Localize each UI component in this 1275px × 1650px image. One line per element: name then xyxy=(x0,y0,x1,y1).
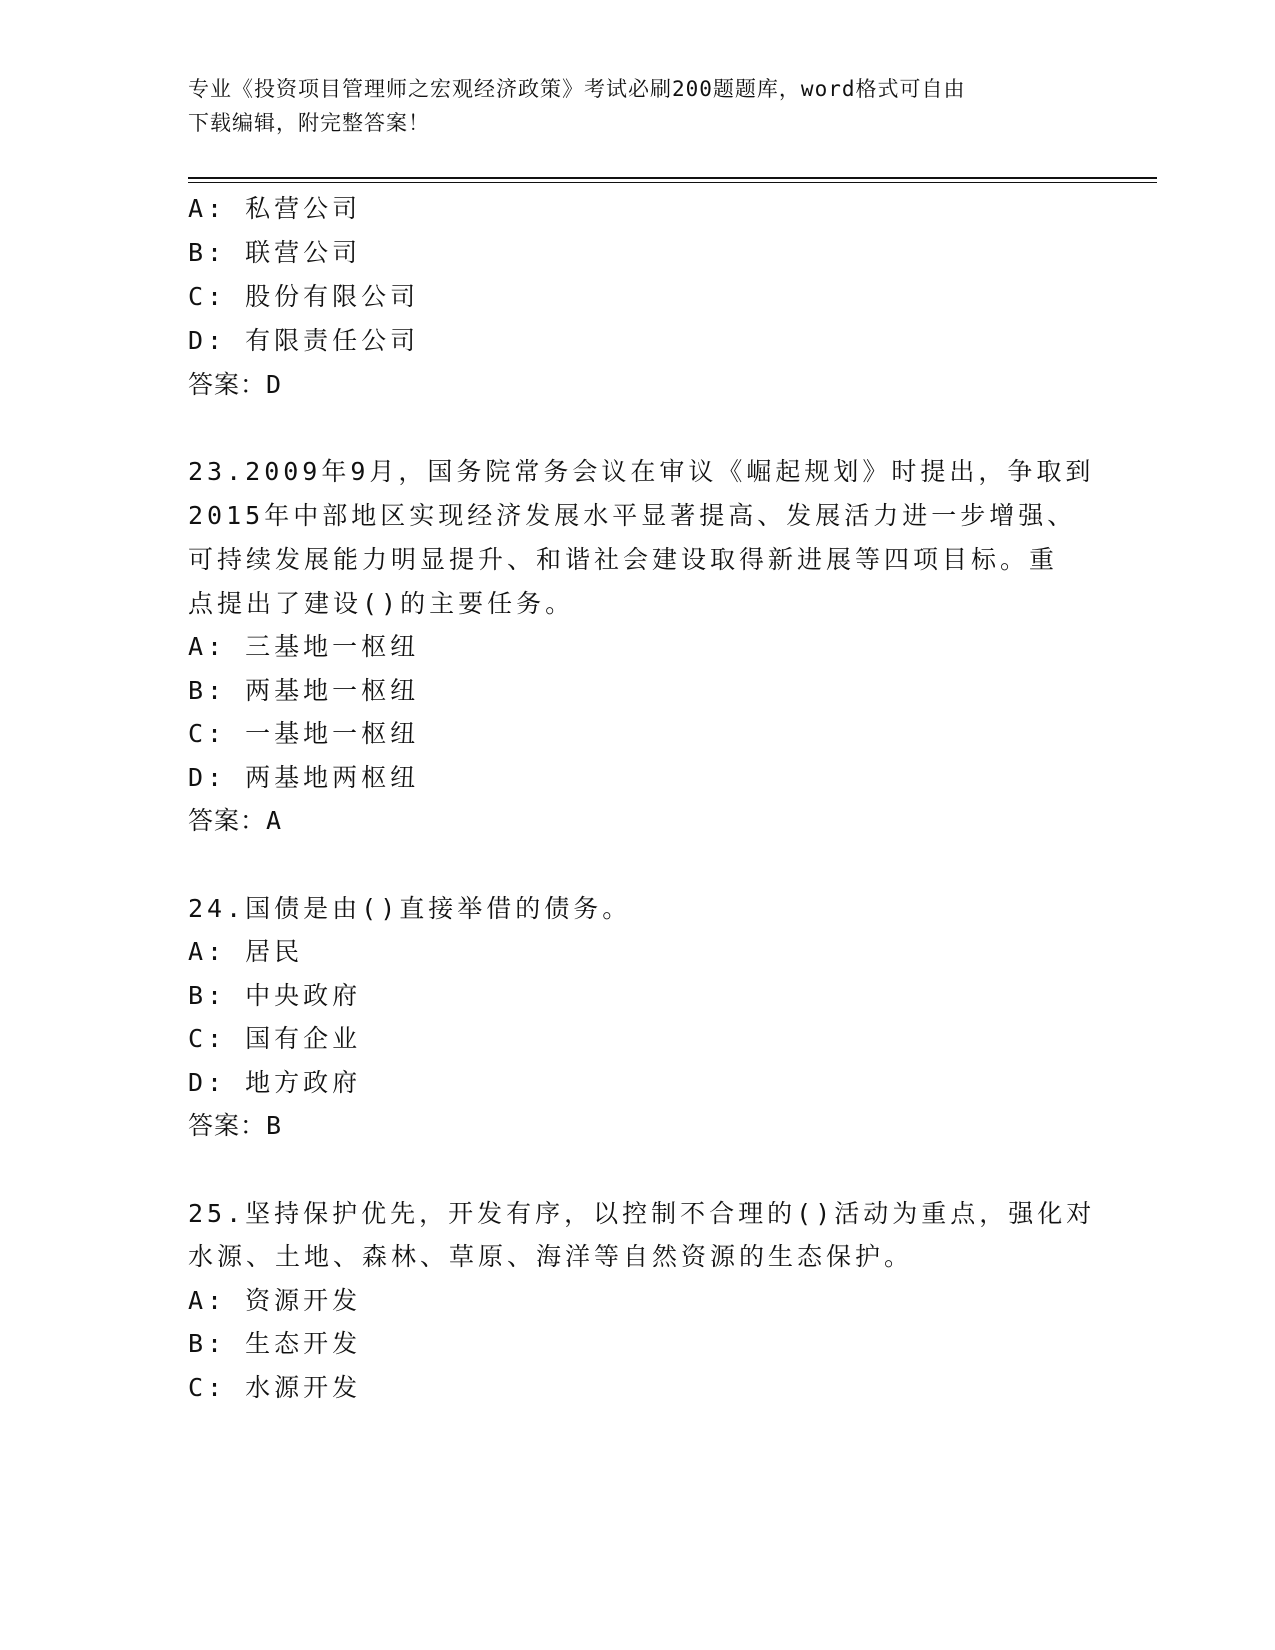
q23-stem-line-1: 23.2009年9月，国务院常务会议在审议《崛起规划》时提出，争取到 xyxy=(188,457,1095,486)
q23-stem-line-4: 点提出了建设()的主要任务。 xyxy=(188,589,575,618)
q24-option-b: B: 中央政府 xyxy=(188,981,362,1010)
q23-option-c: C: 一基地一枢纽 xyxy=(188,719,420,748)
q22-answer: 答案：D xyxy=(188,370,283,399)
q25-option-a: A: 资源开发 xyxy=(188,1286,362,1315)
q23-option-d: D: 两基地两枢纽 xyxy=(188,763,420,792)
header-line-1: 专业《投资项目管理师之宏观经济政策》考试必刷200题题库，word格式可自由 xyxy=(188,77,966,101)
header-line-2: 下载编辑，附完整答案！ xyxy=(188,111,430,135)
q25-stem-line-2: 水源、土地、森林、草原、海洋等自然资源的生态保护。 xyxy=(188,1242,914,1271)
q24-answer: 答案：B xyxy=(188,1111,283,1140)
q23-answer: 答案：A xyxy=(188,806,283,835)
document-header xyxy=(188,72,1068,140)
q25-option-c: C: 水源开发 xyxy=(188,1373,362,1402)
q22-option-c: C: 股份有限公司 xyxy=(188,282,420,311)
q24-option-a: A: 居民 xyxy=(188,937,304,966)
header-rule-thin xyxy=(188,182,1157,183)
q23-stem-line-2: 2015年中部地区实现经济发展水平显著提高、发展活力进一步增强、 xyxy=(188,501,1077,530)
q23-option-b: B: 两基地一枢纽 xyxy=(188,676,420,705)
q22-option-b: B: 联营公司 xyxy=(188,238,362,267)
q25-stem-line-1: 25.坚持保护优先，开发有序，以控制不合理的()活动为重点，强化对 xyxy=(188,1199,1096,1228)
q23-option-a: A: 三基地一枢纽 xyxy=(188,632,420,661)
q24-option-d: D: 地方政府 xyxy=(188,1068,362,1097)
header-rule-thick xyxy=(188,177,1157,179)
q24-stem-line-1: 24.国债是由()直接举借的债务。 xyxy=(188,894,632,923)
q23-stem-line-3: 可持续发展能力明显提升、和谐社会建设取得新进展等四项目标。重 xyxy=(188,545,1059,574)
q25-option-b: B: 生态开发 xyxy=(188,1329,362,1358)
q24-option-c: C: 国有企业 xyxy=(188,1024,362,1053)
q22-option-a: A: 私营公司 xyxy=(188,194,362,223)
q22-option-d: D: 有限责任公司 xyxy=(188,326,420,355)
